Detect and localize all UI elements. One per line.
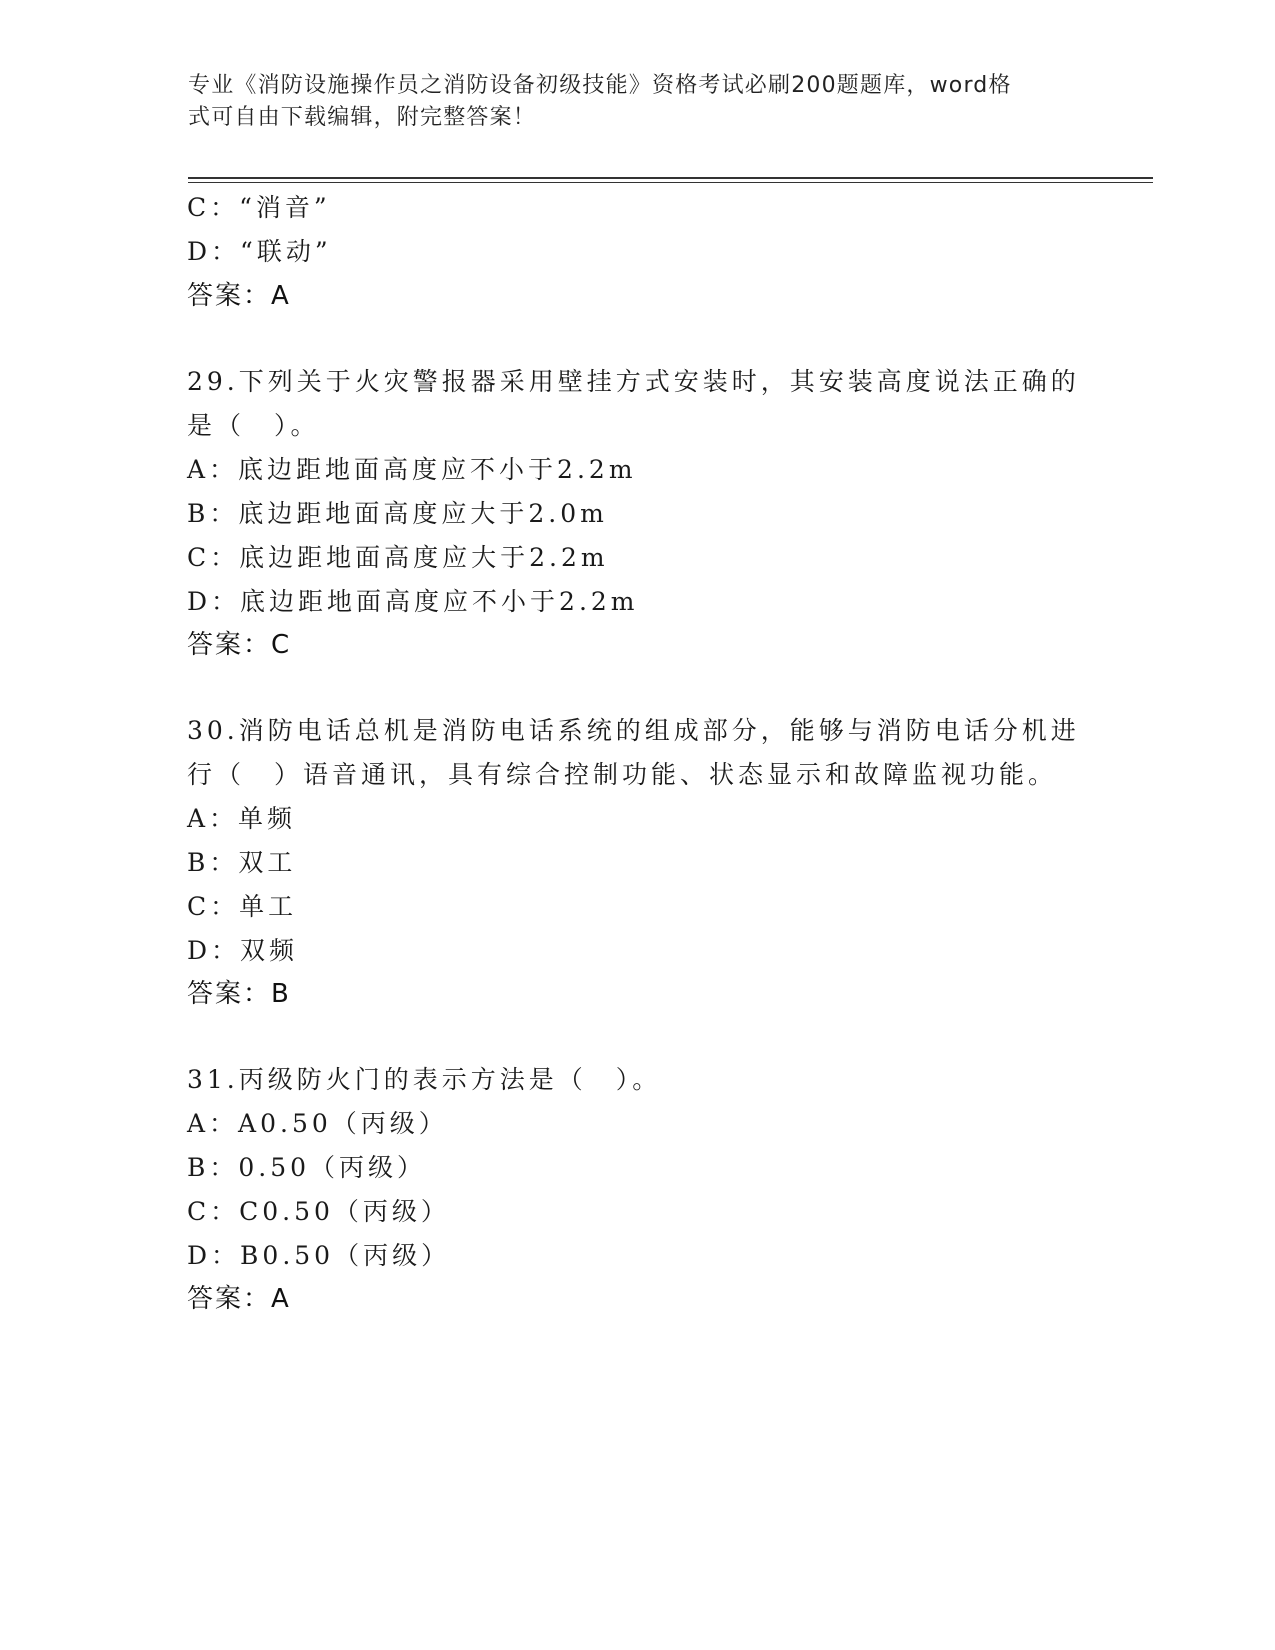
q31-stem-line-1: 31.丙级防火门的表示方法是（ ）。 — [187, 1065, 662, 1094]
q31-option-c: C：C0.50（丙级） — [187, 1197, 450, 1226]
q29-option-c: C：底边距地面高度应大于2.2m — [187, 543, 609, 572]
q28-option-c: C：“消音” — [187, 193, 331, 222]
q31-option-a: A：A0.50（丙级） — [187, 1109, 448, 1138]
q28-answer: 答案：A — [187, 281, 291, 311]
q30-option-d: D：双频 — [187, 936, 299, 965]
q29-stem-line-1: 29.下列关于火灾警报器采用壁挂方式安装时，其安装高度说法正确的 — [187, 367, 1080, 396]
header-divider-thick — [188, 177, 1153, 179]
q30-stem-line-1: 30.消防电话总机是消防电话系统的组成部分，能够与消防电话分机进 — [187, 716, 1080, 745]
q30-option-b: B：双工 — [187, 848, 297, 877]
q29-option-b: B：底边距地面高度应大于2.0m — [187, 499, 608, 528]
q30-stem-line-2: 行（ ）语音通讯，具有综合控制功能、状态显示和故障监视功能。 — [187, 760, 1058, 789]
header-line-1: 专业《消防设施操作员之消防设备初级技能》资格考试必刷200题题库，word格 — [188, 73, 1012, 98]
q31-option-d: D：B0.50（丙级） — [187, 1241, 451, 1270]
q29-option-d: D：底边距地面高度应不小于2.2m — [187, 587, 639, 616]
q31-answer: 答案：A — [187, 1284, 291, 1314]
header-divider-thin — [188, 182, 1153, 183]
q30-option-c: C：单工 — [187, 892, 298, 921]
q31-option-b: B：0.50（丙级） — [187, 1153, 427, 1182]
q30-option-a: A：单频 — [187, 804, 297, 833]
q28-option-d: D：“联动” — [187, 237, 332, 266]
header-line-2: 式可自由下载编辑，附完整答案！ — [188, 105, 537, 130]
q29-option-a: A：底边距地面高度应不小于2.2m — [187, 455, 637, 484]
q29-stem-line-2: 是（ ）。 — [187, 411, 320, 440]
q29-answer: 答案：C — [187, 630, 292, 660]
document-header — [188, 70, 1068, 134]
q30-answer: 答案：B — [187, 979, 291, 1009]
